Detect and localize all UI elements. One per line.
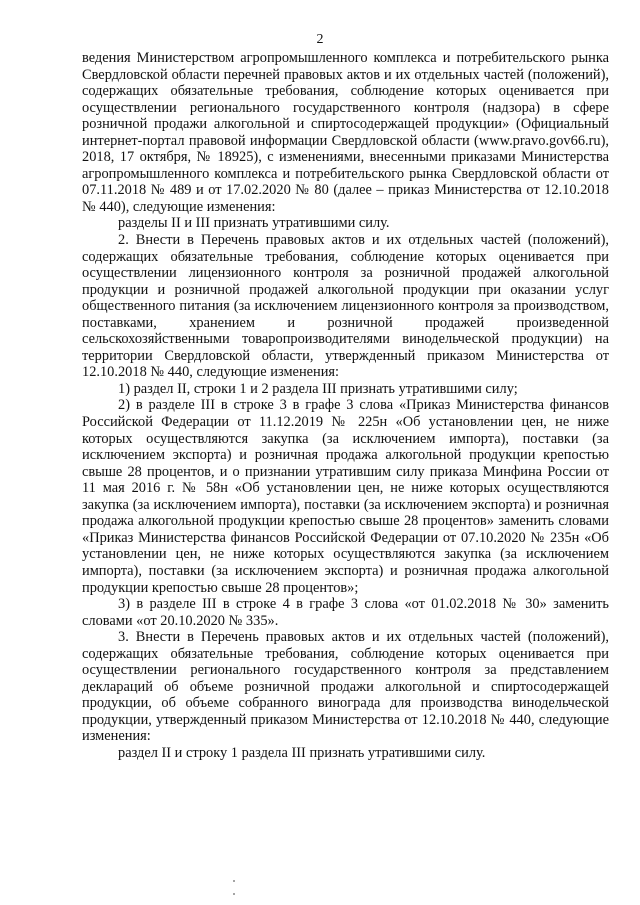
paragraph-subitem-2: 2) в разделе III в строке 3 в графе 3 слова «Приказ Министерства финансов Российской Федерации от 11.12.2019 № 225н «Об установлении цен, не ниже которых осуществляются закупка (за исключением импорта), поставки (за исключением экспорта) и розничная продажа алкогольной продукции крепостью свыше 28 процентов, и о признании утратившим силу приказа Минфина России от 11 мая 2016 г. № 58н «Об установлении цен, не ниже которых осуществляются закупка (за исключением импорта), поставки (за исключением экспорта) и розничная продажа алкогольной продукции крепостью свыше 28 процентов» заменить словами «Приказ Министерства финансов Российской Федерации от 07.10.2020 № 235н «Об установлении цен, не ниже которых осуществляются закупка (за исключением импорта), поставки (за исключением экспорта) и розничная продажа алкогольной продукции крепостью свыше 28 процентов»; (82, 397, 609, 596)
paragraph-subitem-1: 1) раздел II, строки 1 и 2 раздела III признать утратившими силу; (118, 380, 518, 397)
page-number: 2 (316, 32, 324, 47)
paragraph-sections-repeal: разделы II и III признать утратившими силу. (118, 215, 390, 232)
paragraph-item-2: 2. Внести в Перечень правовых актов и их отдельных частей (положений), содержащих обязательные требования, соблюдение которых оценивается при осуществлении лицензионного контроля за розничной продажей алкогольной продукции и розничной продажей алкогольной продукции при оказании услуг общественного питания (за исключением лицензионного контроля за производством, поставками, хранением и розничной продажей произведенной сельскохозяйственными товаропроизводителями винодельческой продукции) на территории Свердловской области, утвержденный приказом Министерства от 12.10.2018 № 440, следующие изменения: (82, 232, 609, 381)
paragraph-subitem-3: 3) в разделе III в строке 4 в графе 3 слова «от 01.02.2018 № 30» заменить словами «от 20.10.2020 № 335». (82, 596, 609, 629)
paragraph-final: раздел II и строку 1 раздела III признать утратившими силу. (118, 744, 486, 761)
scan-speck (233, 893, 235, 895)
paragraph-continuation: ведения Министерством агропромышленного комплекса и потребительского рынка Свердловской области перечней правовых актов и их отдельных частей (положений), содержащих обязательные требования, соблюдение которых оценивается при осуществлении регионального государственного контроля (надзора) в сфере розничной продажи алкогольной и спиртосодержащей продукции» (Официальный интернет-портал правовой информации Свердловской области (www.pravo.gov66.ru), 2018, 17 октября, № 18925), с изменениями, внесенными приказами Министерства агропромышленного комплекса и потребительского рынка Свердловской области от 07.11.2018 № 489 и от 17.02.2020 № 80 (далее – приказ Министерства от 12.10.2018 № 440), следующие изменения: (82, 50, 609, 215)
scan-speck (233, 880, 235, 882)
document-body (82, 50, 609, 762)
paragraph-item-3: 3. Внести в Перечень правовых актов и их отдельных частей (положений), содержащих обязательные требования, соблюдение которых оценивается при осуществлении регионального государственного контроля за представлением деклараций об объеме розничной продажи алкогольной и спиртосодержащей продукции, об объеме собранного винограда для производства винодельческой продукции, утвержденный приказом Министерства от 12.10.2018 № 440, следующие изменения: (82, 629, 609, 745)
